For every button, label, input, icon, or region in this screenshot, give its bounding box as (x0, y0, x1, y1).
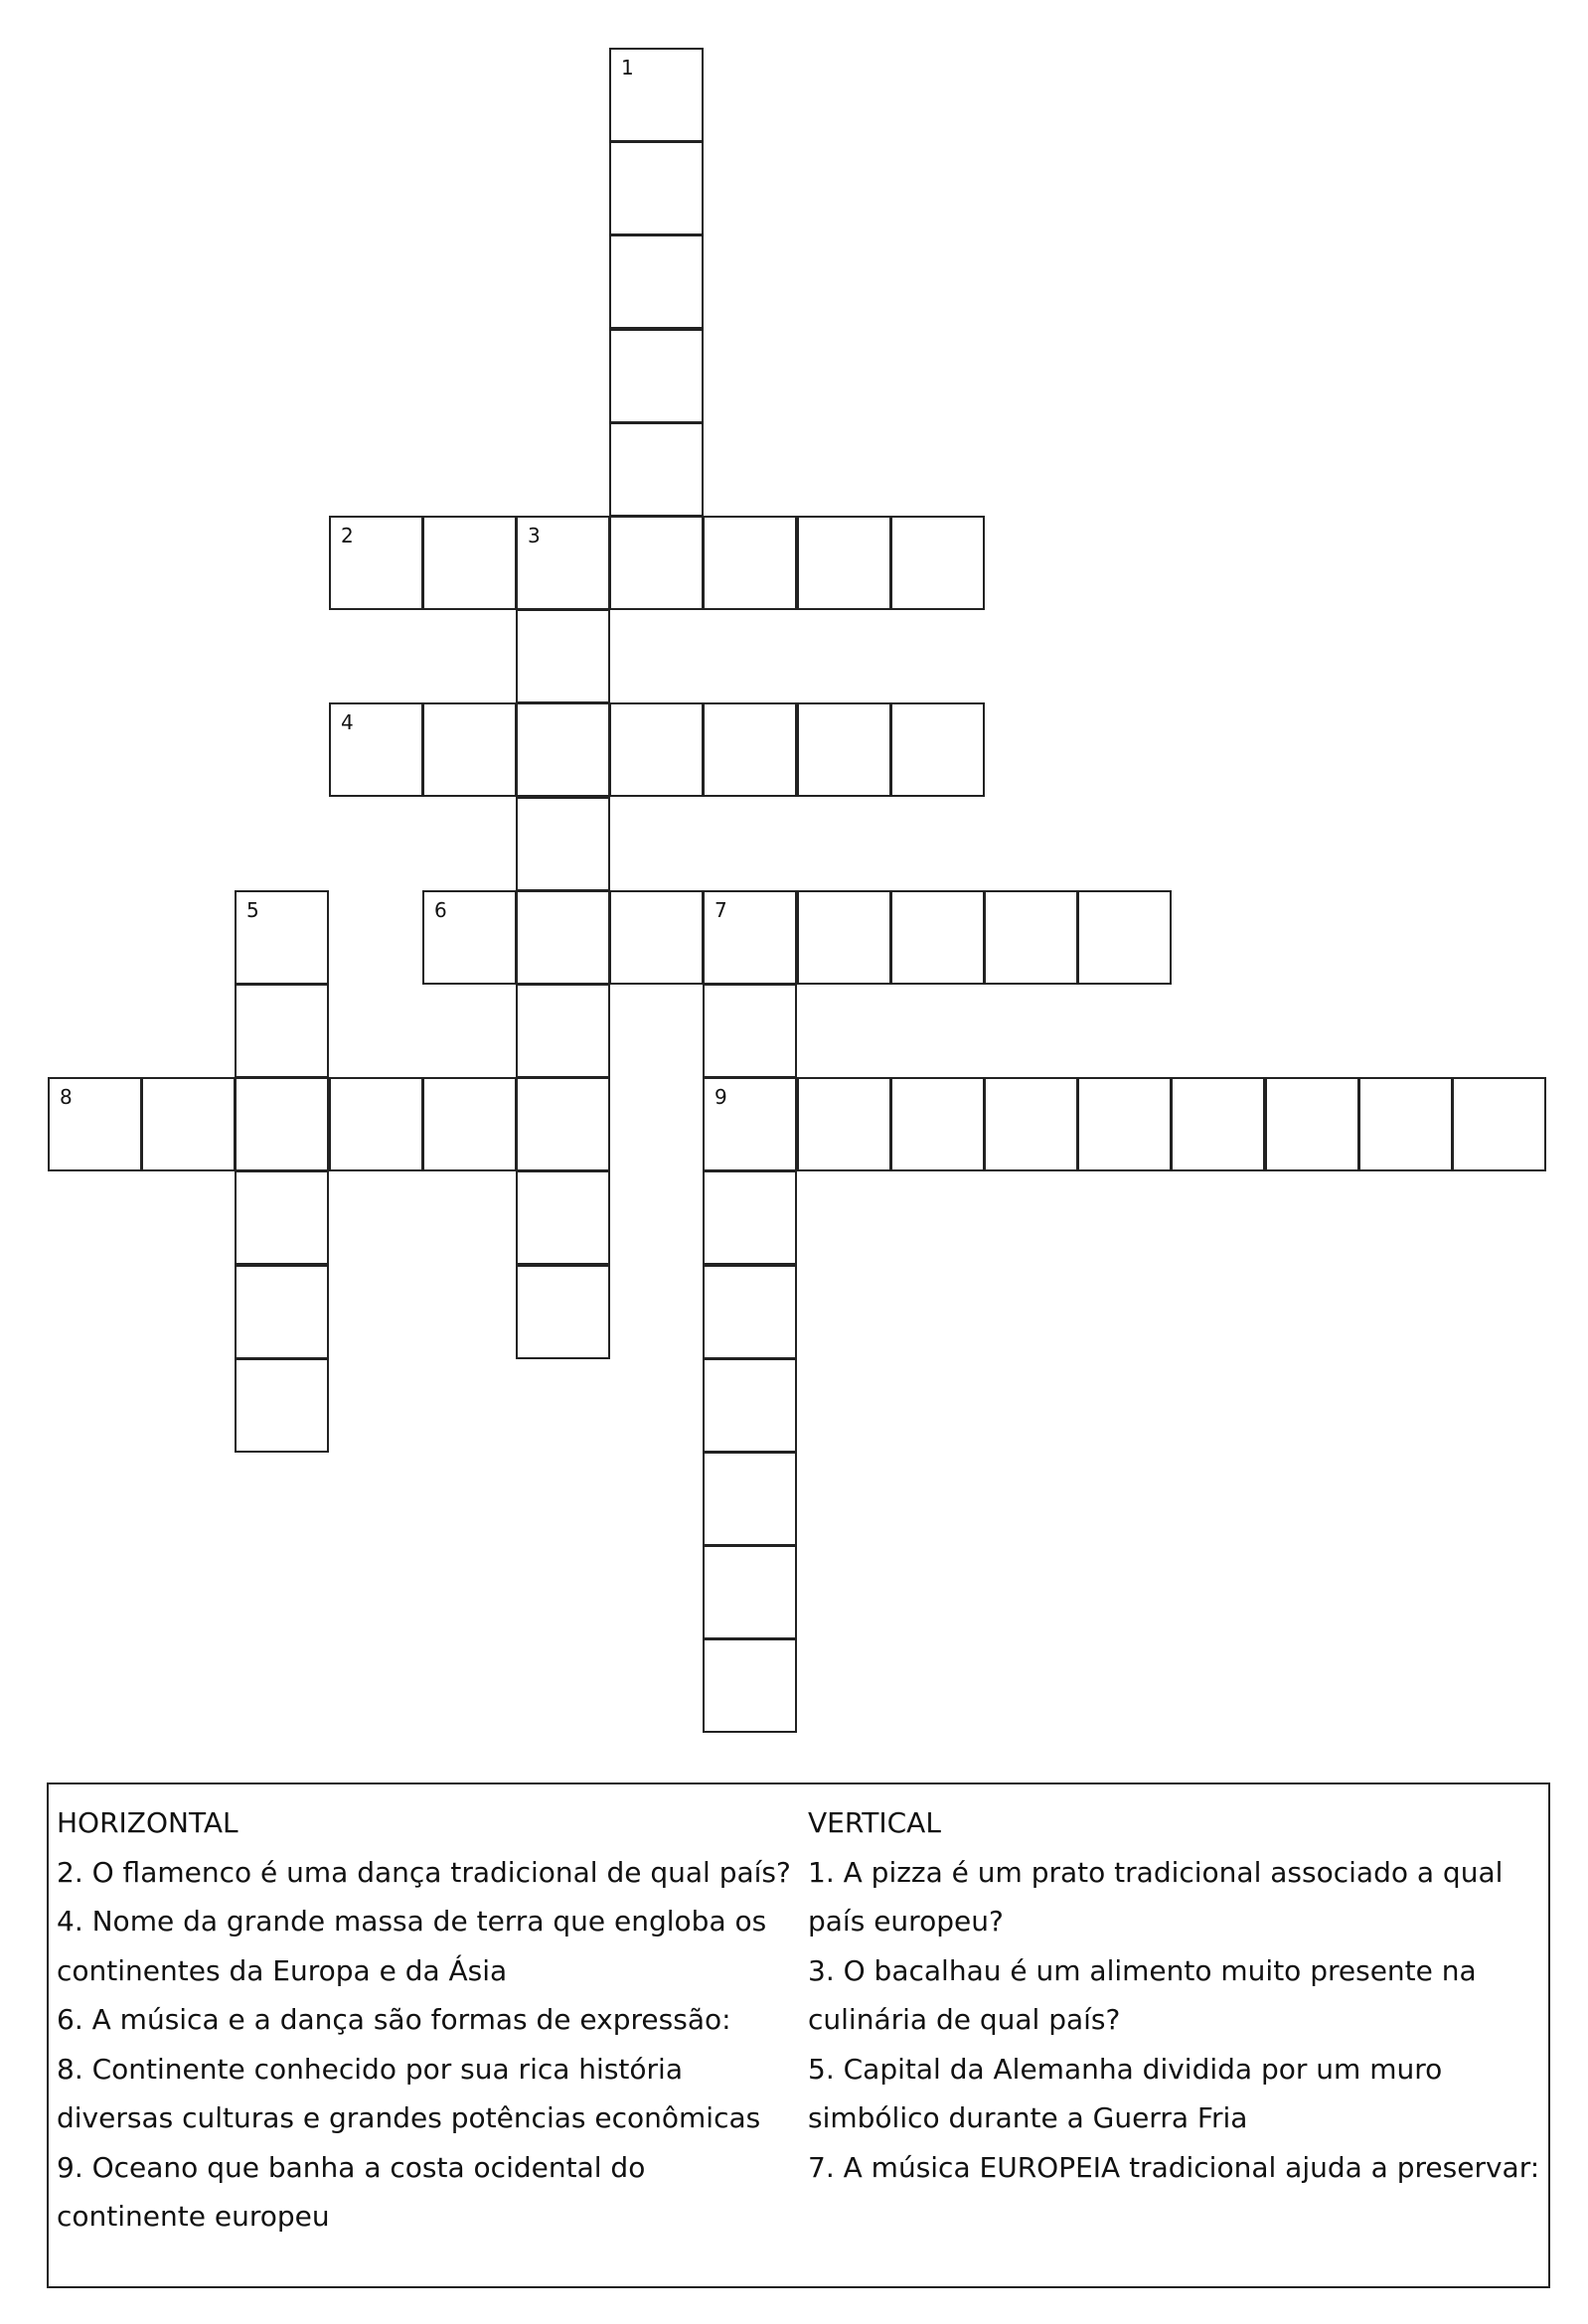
crossword-cell[interactable] (609, 702, 704, 797)
crossword-cell[interactable] (1077, 1077, 1172, 1171)
vertical-heading: VERTICAL (808, 1806, 941, 1839)
clue-horizontal-4: 4. Nome da grande massa de terra que engloba os continentes da Europa e da Ásia (57, 1905, 767, 1987)
crossword-cell[interactable] (703, 890, 797, 985)
clue-vertical-3: 3. O bacalhau é um alimento muito presente na culinária de qual país? (808, 1953, 1477, 2036)
crossword-cell[interactable] (703, 1265, 797, 1359)
clue-horizontal-2: 2. O flamenco é uma dança tradicional de qual país? (57, 1855, 791, 1889)
crossword-cell[interactable] (890, 702, 985, 797)
crossword-cell[interactable] (329, 1077, 423, 1171)
clue-horizontal-9: 9. Oceano que banha a costa ocidental do continente europeu (57, 2150, 646, 2233)
crossword-cell[interactable] (329, 702, 423, 797)
crossword-cell[interactable] (516, 984, 610, 1078)
crossword-cell[interactable] (609, 516, 704, 610)
crossword-cell[interactable] (1358, 1077, 1453, 1171)
crossword-cell[interactable] (516, 516, 610, 610)
crossword-cell[interactable] (48, 1077, 142, 1171)
crossword-cell[interactable] (609, 890, 704, 985)
clue-number-8: 8 (60, 1085, 73, 1109)
clue-vertical-7: 7. A música EUROPEIA tradicional ajuda a preservar: (808, 2150, 1540, 2184)
crossword-cell[interactable] (422, 702, 517, 797)
crossword-cell[interactable] (235, 984, 329, 1078)
clue-vertical-5: 5. Capital da Alemanha dividida por um muro simbólico durante a Guerra Fria (808, 2052, 1443, 2134)
crossword-cell[interactable] (516, 702, 610, 797)
crossword-cell[interactable] (516, 890, 610, 985)
horizontal-heading: HORIZONTAL (57, 1806, 238, 1839)
crossword-cell[interactable] (609, 422, 704, 517)
crossword-cell[interactable] (235, 1170, 329, 1265)
crossword-cell[interactable] (703, 516, 797, 610)
crossword-cell[interactable] (703, 984, 797, 1078)
crossword-cell[interactable] (609, 141, 704, 235)
clue-vertical-1: 1. A pizza é um prato tradicional associado a qual país europeu? (808, 1855, 1504, 1937)
crossword-cell[interactable] (516, 1265, 610, 1359)
crossword-cell[interactable] (890, 1077, 985, 1171)
crossword-cell[interactable] (422, 1077, 517, 1171)
crossword-cell[interactable] (984, 890, 1078, 985)
crossword-cell[interactable] (609, 329, 704, 423)
crossword-cell[interactable] (703, 1170, 797, 1265)
crossword-cell[interactable] (703, 1638, 797, 1733)
crossword-cell[interactable] (703, 1545, 797, 1639)
crossword-cell[interactable] (797, 1077, 891, 1171)
clue-number-1: 1 (621, 56, 634, 79)
crossword-cell[interactable] (797, 702, 891, 797)
crossword-cell[interactable] (703, 1452, 797, 1546)
clues-box (47, 1782, 1550, 2288)
crossword-cell[interactable] (1265, 1077, 1359, 1171)
crossword-cell[interactable] (235, 890, 329, 985)
crossword-cell[interactable] (703, 702, 797, 797)
clue-horizontal-8: 8. Continente conhecido por sua rica história diversas culturas e grandes potências econômicas (57, 2052, 761, 2134)
crossword-cell[interactable] (422, 890, 517, 985)
clue-number-4: 4 (341, 710, 354, 734)
crossword-cell[interactable] (141, 1077, 236, 1171)
crossword-cell[interactable] (422, 516, 517, 610)
crossword-cell[interactable] (1077, 890, 1172, 985)
crossword-cell[interactable] (516, 1077, 610, 1171)
clue-number-3: 3 (528, 524, 541, 547)
clue-number-2: 2 (341, 524, 354, 547)
crossword-cell[interactable] (890, 516, 985, 610)
crossword-cell[interactable] (1171, 1077, 1265, 1171)
crossword-cell[interactable] (609, 48, 704, 142)
clue-number-6: 6 (434, 898, 447, 922)
clue-number-5: 5 (246, 898, 259, 922)
vertical-clues (808, 1798, 1545, 2192)
crossword-cell[interactable] (703, 1358, 797, 1453)
crossword-cell[interactable] (516, 609, 610, 703)
clue-number-7: 7 (715, 898, 727, 922)
crossword-cell[interactable] (609, 234, 704, 329)
horizontal-clues (57, 1798, 802, 2242)
crossword-cell[interactable] (235, 1077, 329, 1171)
crossword-cell[interactable] (235, 1265, 329, 1359)
clue-horizontal-6: 6. A música e a dança são formas de expressão: (57, 2003, 731, 2036)
crossword-cell[interactable] (797, 890, 891, 985)
crossword-cell[interactable] (329, 516, 423, 610)
crossword-cell[interactable] (890, 890, 985, 985)
crossword-cell[interactable] (703, 1077, 797, 1171)
crossword-cell[interactable] (1452, 1077, 1546, 1171)
crossword-cell[interactable] (516, 1170, 610, 1265)
crossword-cell[interactable] (516, 797, 610, 891)
crossword-cell[interactable] (797, 516, 891, 610)
clue-number-9: 9 (715, 1085, 727, 1109)
crossword-cell[interactable] (984, 1077, 1078, 1171)
crossword-cell[interactable] (235, 1358, 329, 1453)
